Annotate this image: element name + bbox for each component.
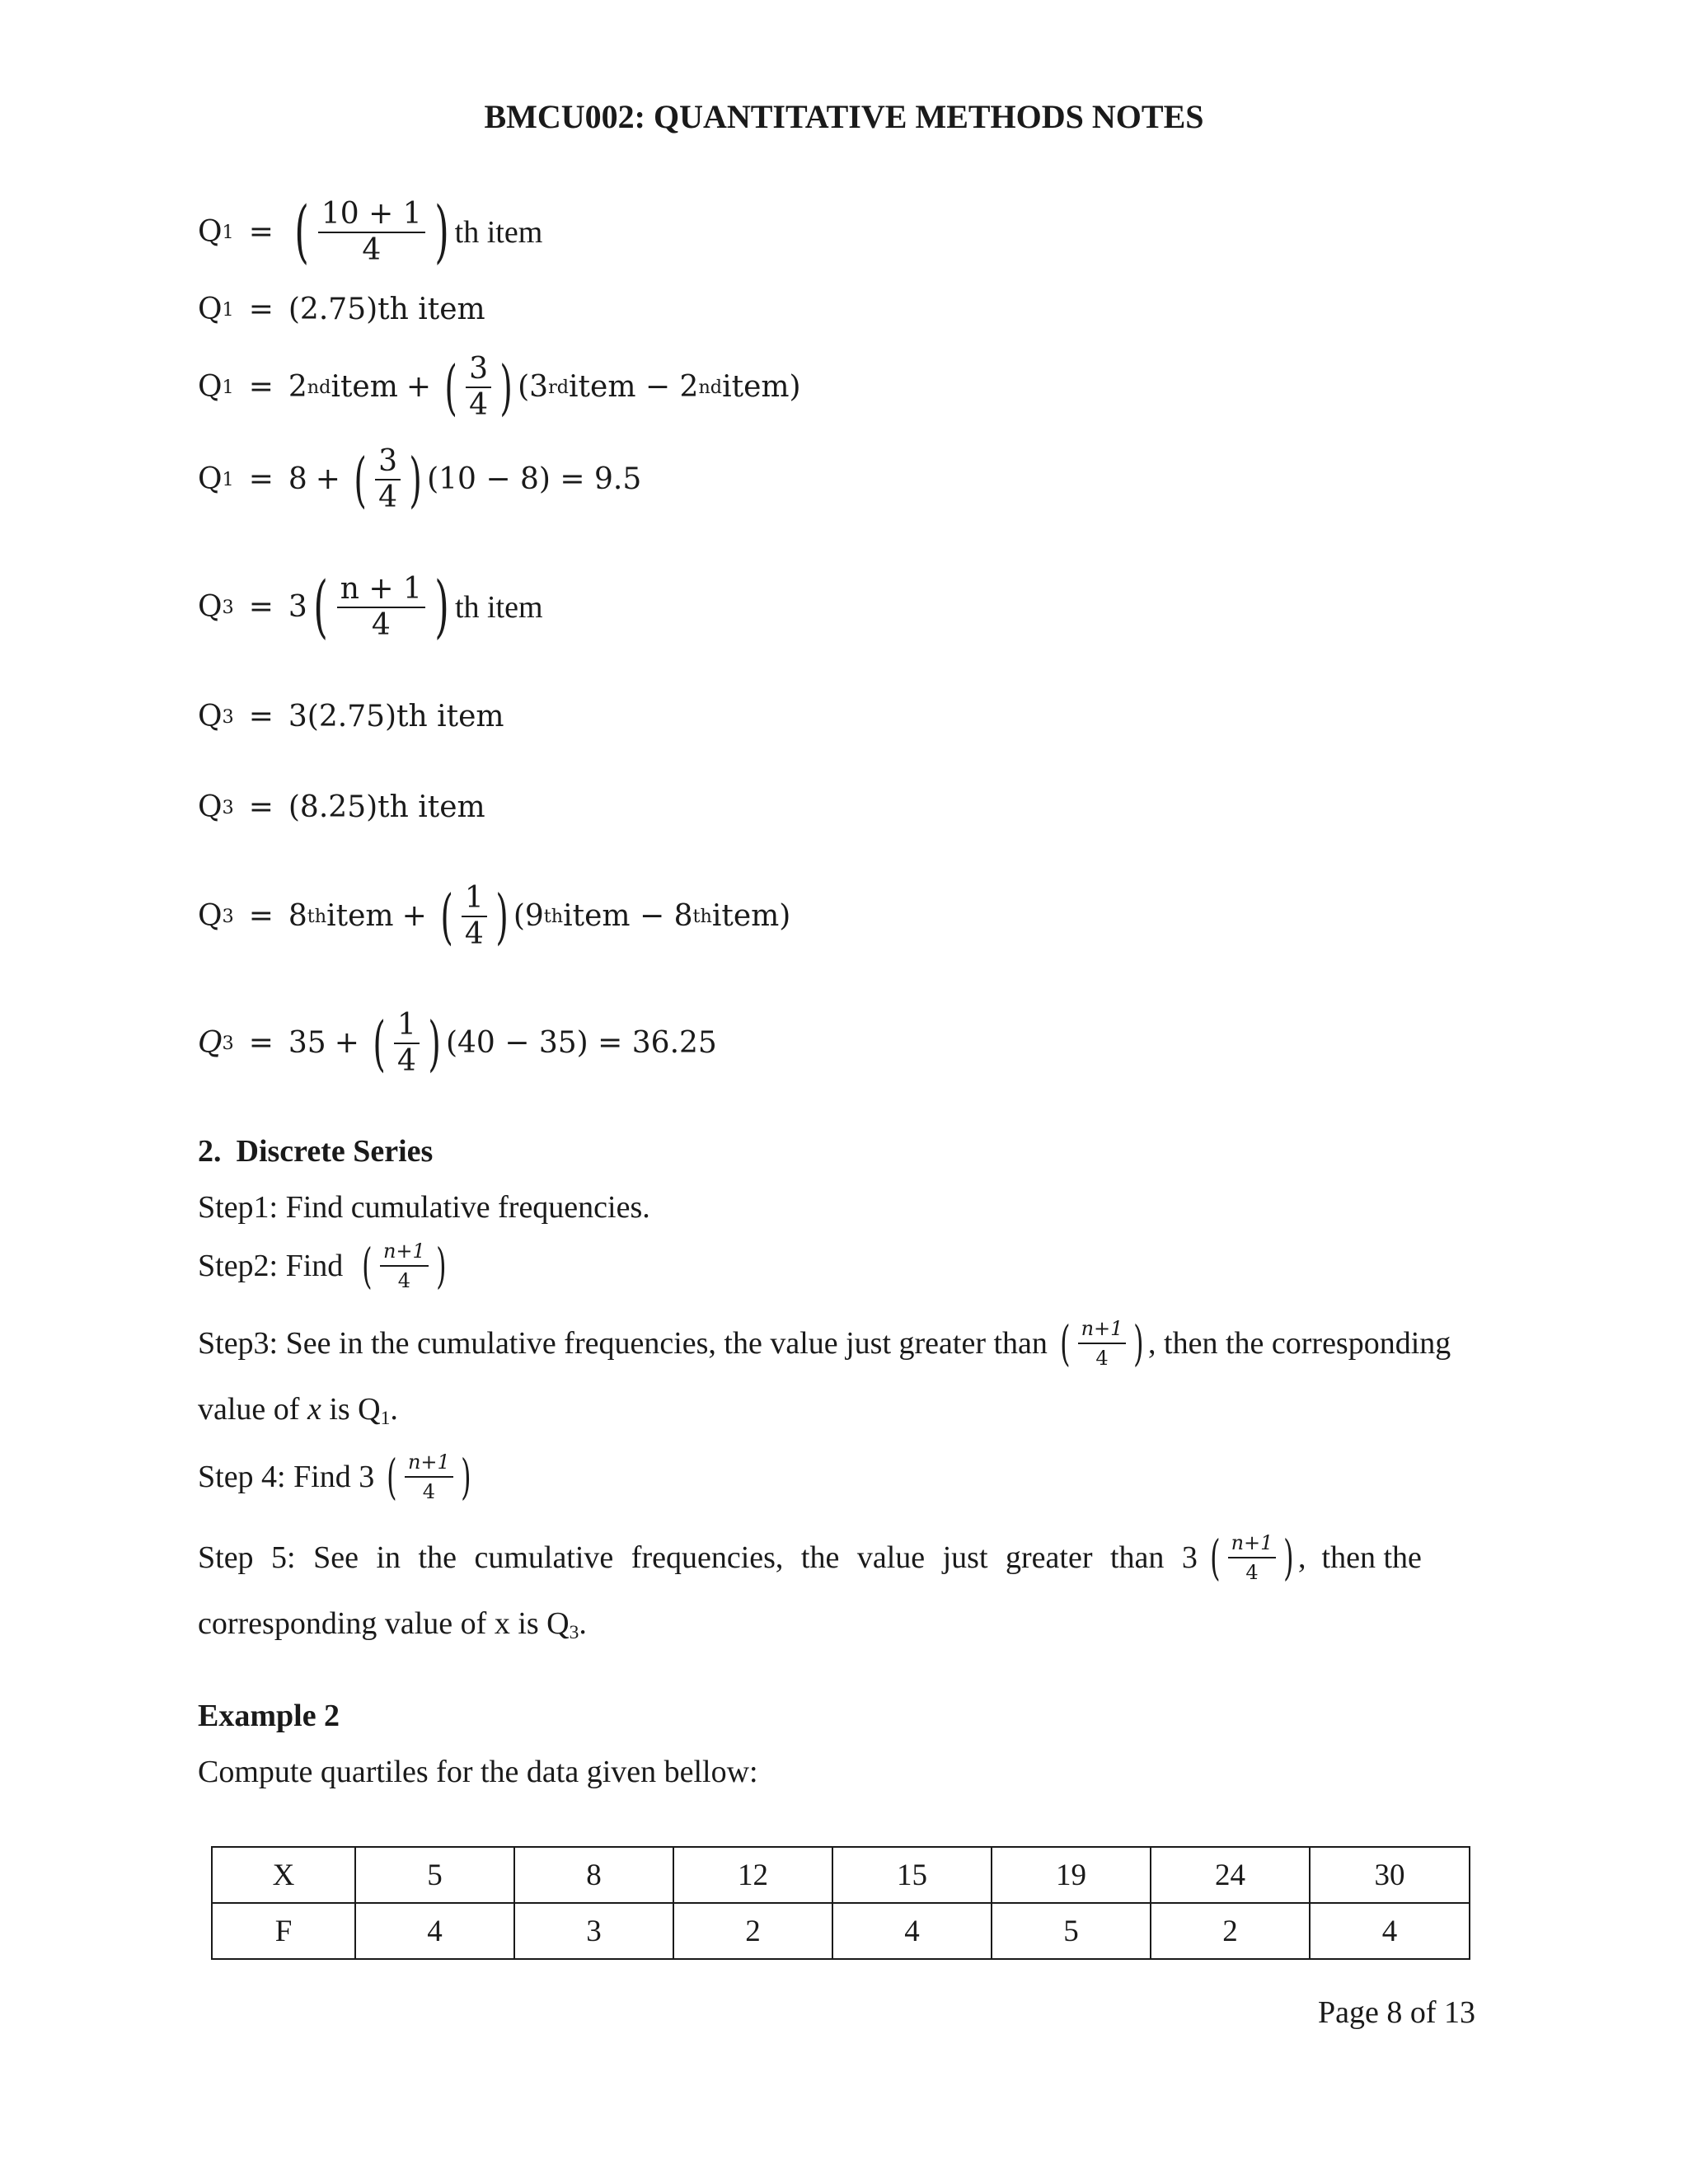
equation-q1-position: Q 1 = (2.75)th item (198, 293, 485, 326)
table-cell: 4 (832, 1903, 992, 1959)
table-cell: 24 (1151, 1847, 1310, 1903)
table-cell: 2 (673, 1903, 832, 1959)
step-5-text-continued: corresponding value of x is $Q_3$. (198, 1606, 587, 1643)
equation-q3-formula: Q 3 = 3 ( $\frac{n + 1}{4}$ ) th item (198, 568, 543, 647)
fraction: $\frac{1}{4}$ (394, 1010, 420, 1076)
example-title: Example 2 (198, 1699, 340, 1733)
fraction: $\frac{n + 1}{4}$ (337, 574, 425, 640)
table-row (212, 1903, 1470, 1959)
table-cell: F (212, 1903, 355, 1959)
table-cell: 4 (1310, 1903, 1470, 1959)
table-cell: 5 (992, 1903, 1151, 1959)
equation-q3-position: Q 3 = 3(2.75)th item (198, 700, 504, 733)
fraction: $\frac{10 + 1}{4}$ (318, 199, 425, 265)
equation-q3-position-value: Q 3 = (8.25)th item (198, 790, 485, 824)
equation-q3-interpolation: Q 3 = 8 th item + ( $\frac{1}{4}$ ) (9 th item − 8 th item) (198, 881, 791, 951)
equation-q1-formula: Q 1 = ( $\frac{10 + 1}{4}$ ) th item (198, 193, 543, 272)
equation-q3-result: Q 3 = 35 + ( $\frac{1}{4}$ ) (40 − 35) = 36.25 (198, 1008, 717, 1078)
step-1-text: Step1: Find cumulative frequencies. (198, 1190, 650, 1225)
equation-q1-interpolation: Q 1 = 2 nd item + ( $\frac{3}{4}$ ) (3 rd item − 2 nd item) (198, 352, 801, 422)
table-cell: 2 (1151, 1903, 1310, 1959)
step-3-text-continued: value of x is $Q_1$. (198, 1392, 398, 1429)
page-number: Page 8 of 13 (1317, 1995, 1475, 2030)
fraction: $\frac{n+1}{4}$ (1078, 1317, 1127, 1370)
equation-q1-result: Q 1 = 8 + ( $\frac{3}{4}$ ) (10 − 8) = 9.5 (198, 444, 642, 514)
table-cell: 12 (673, 1847, 832, 1903)
table-cell: 3 (514, 1903, 673, 1959)
fraction: $\frac{n+1}{4}$ (405, 1451, 453, 1503)
fraction: $\frac{1}{4}$ (462, 883, 487, 949)
table-cell: 19 (992, 1847, 1151, 1903)
page-header-title: BMCU002: QUANTITATIVE METHODS NOTES (484, 98, 1204, 135)
fraction: $\frac{n+1}{4}$ (1228, 1531, 1277, 1584)
table-cell: 30 (1310, 1847, 1470, 1903)
table-cell: 5 (355, 1847, 514, 1903)
step-3-text: Step3: See in the cumulative frequencies, the value just greater than ( $\frac{n+1}{4}$ ) , then the corresponding (198, 1315, 1451, 1371)
fraction: $\frac{n+1}{4}$ (380, 1240, 429, 1292)
table-cell: X (212, 1847, 355, 1903)
section-heading: 2. Discrete Series (198, 1134, 434, 1169)
table-cell: 15 (832, 1847, 992, 1903)
step-5-text: Step 5: See in the cumulative frequencies, the value just greater than 3 ( $\frac{n+1}{4}$ ) , then the (198, 1529, 1422, 1586)
fraction: $\frac{3}{4}$ (466, 354, 491, 420)
table-row (212, 1847, 1470, 1903)
fraction: $\frac{3}{4}$ (375, 447, 401, 513)
frequency-table (211, 1846, 1470, 1960)
table-cell: 8 (514, 1847, 673, 1903)
example-prompt: Compute quartiles for the data given bellow: (198, 1755, 758, 1789)
table-cell: 4 (355, 1903, 514, 1959)
step-2-text: Step2: Find ( $\frac{n+1}{4}$ ) (198, 1237, 447, 1294)
step-4-text: Step 4: Find 3 ( $\frac{n+1}{4}$ ) (198, 1448, 471, 1505)
